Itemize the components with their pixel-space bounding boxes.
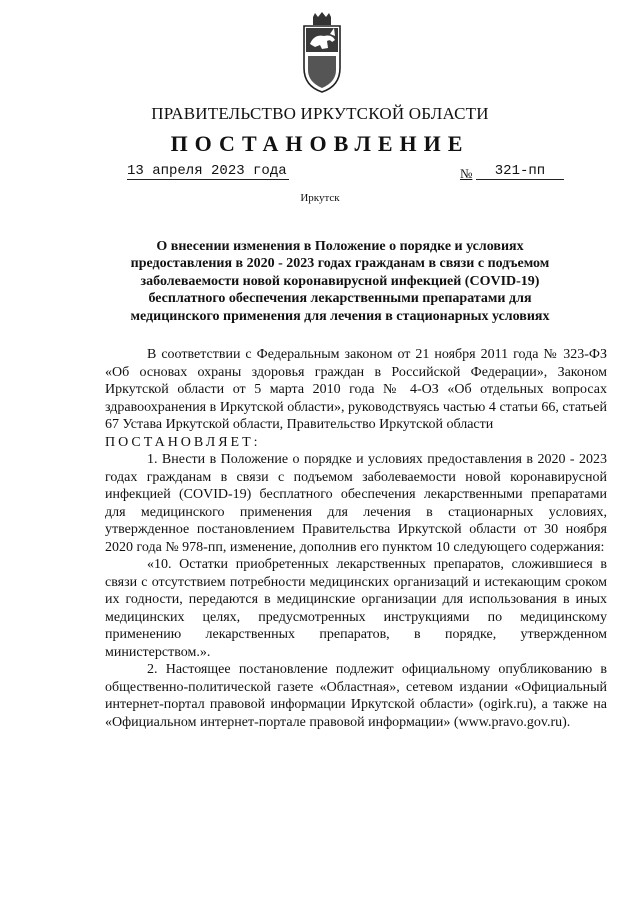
decree-heading: ПОСТАНОВЛЯЕТ:	[105, 434, 261, 450]
quoted-item-10-paragraph: «10. Остатки приобретенных лекарственных препаратов, сложившиеся в связи с отсутствием потребности медицинских организаций и истекающим сроком их годности, передаются в медицинские организации для использования в иных медицинских целях, предусмотренных инструкциями по медицинскому применению лекарственных препаратов, в порядке, утвержденном министерством.».	[105, 557, 607, 660]
title-line: О внесении изменения в Положение о порядке и условиях	[156, 239, 524, 254]
title-line: бесплатного обеспечения лекарственными препаратами для	[148, 291, 532, 307]
organization-name: ПРАВИТЕЛЬСТВО ИРКУТСКОЙ ОБЛАСТИ	[151, 104, 489, 123]
title-line: заболеваемости новой коронавирусной инфекцией (COVID-19)	[140, 273, 540, 289]
item-1-paragraph: 1. Внести в Положение о порядке и условиях предоставления в 2020 - 2023 годах гражданам в связи с подъемом заболеваемости новой коронавирусной инфекцией (COVID-19) бесплатного обеспечения лекарственными препаратами для медицинского применения для лечения в стационарных условиях, утвержденное постановлением Правительства Иркутской области от 30 ноября 2020 года № 978-пп, изменение, дополнив его пунктом 10 следующего содержания:	[105, 452, 607, 555]
city: Иркутск	[300, 192, 340, 204]
document-date: 13 апреля 2023 года	[127, 163, 287, 179]
title-line: медицинского применения для лечения в стационарных условиях	[130, 308, 550, 324]
document-title	[110, 238, 570, 325]
title-line: предоставления в 2020 - 2023 годах гражданам в связи с подъемом	[130, 256, 550, 272]
preamble-paragraph: В соответствии с Федеральным законом от 21 ноября 2011 года № 323-ФЗ «Об основах охраны здоровья граждан в Российской Федерации», Законом Иркутской области от 5 марта 2010 года № 4-ОЗ «Об отдельных вопросах здравоохранения в Иркутской области», руководствуясь частью 4 статьи 66, статьей 67 Устава Иркутской области, Правительство Иркутской области	[105, 347, 607, 432]
document-body	[105, 346, 607, 731]
number-sign: №	[460, 166, 473, 181]
document-type: ПОСТАНОВЛЕНИЕ	[170, 131, 470, 156]
document-number: 321-пп	[476, 163, 564, 180]
item-2-paragraph: 2. Настоящее постановление подлежит официальному опубликованию в общественно-политической газете «Областная», сетевом издании «Официальный интернет-портал правовой информации Иркутской области» (ogirk.ru), а также на «Официальном интернет-портале правовой информации» (www.pravo.gov.ru).	[105, 662, 607, 730]
irkutsk-coat-of-arms-icon	[300, 12, 344, 94]
